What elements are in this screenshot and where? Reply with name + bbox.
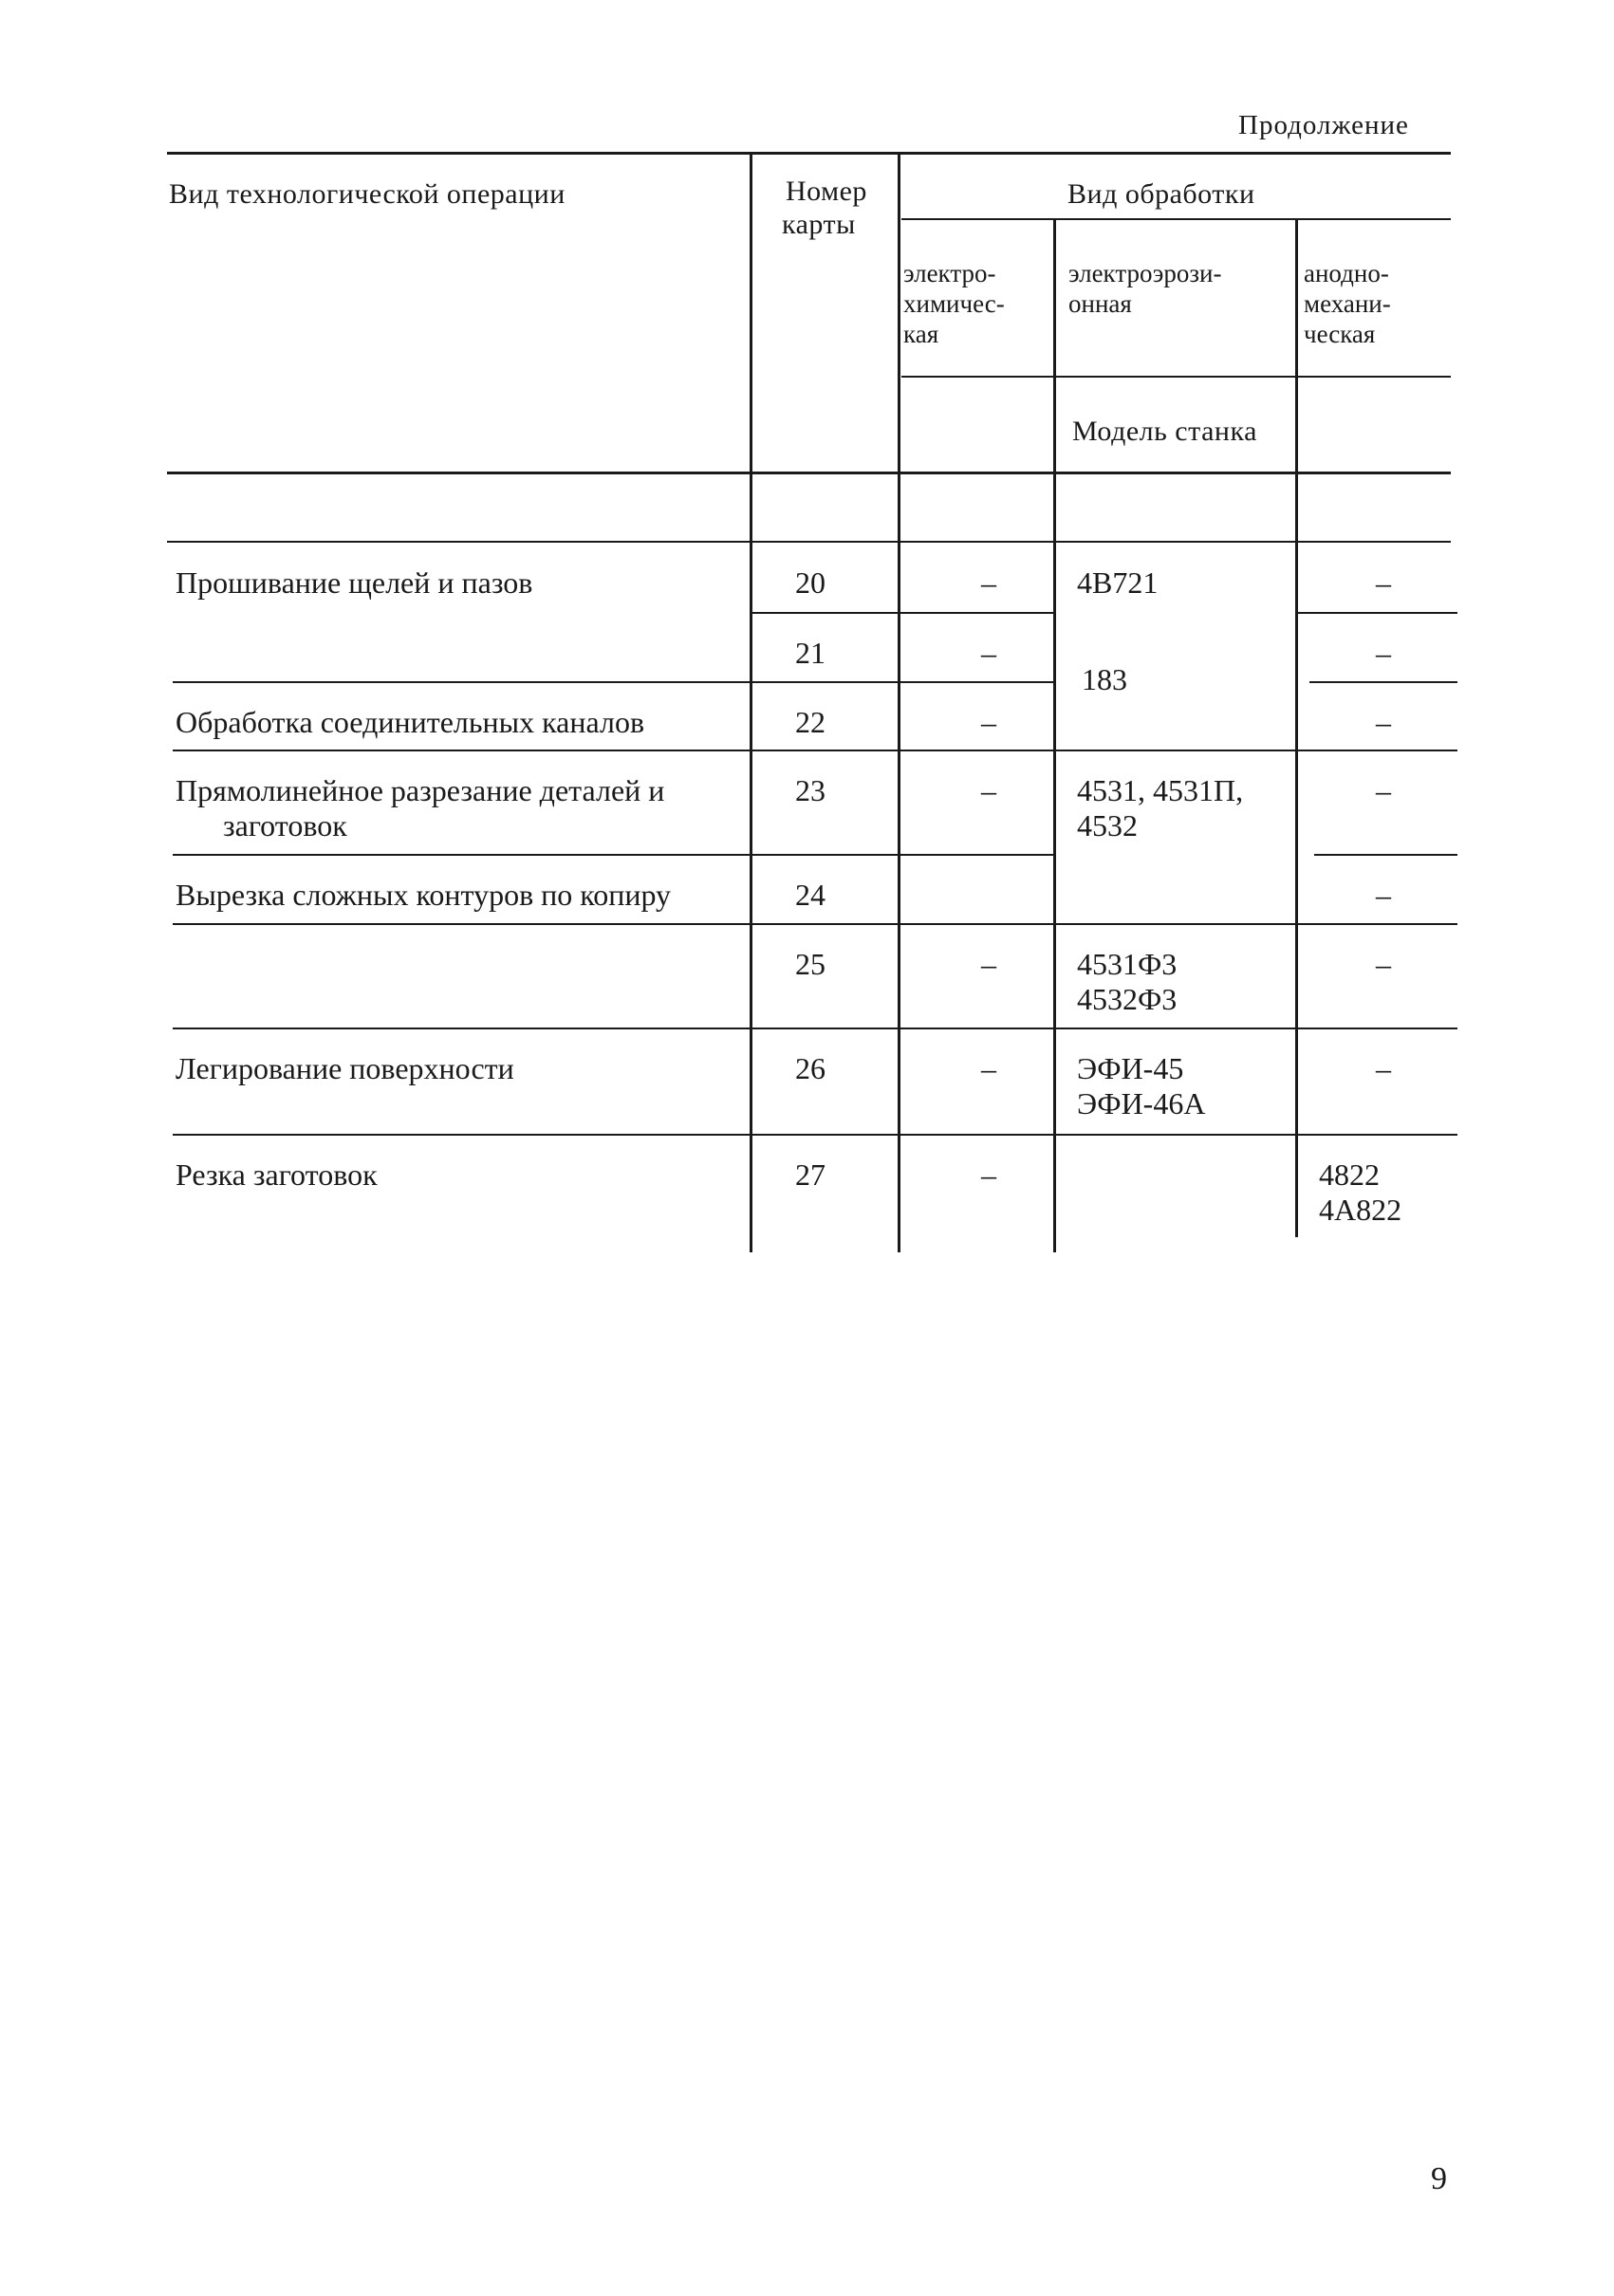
header-bottom-rule xyxy=(167,472,1451,474)
row24-card: 24 xyxy=(795,878,826,912)
header-card-number-1: Номер xyxy=(786,176,867,207)
row-rule-21-anodic xyxy=(1309,681,1457,683)
col-line-electroerosion xyxy=(1053,220,1056,1252)
row26-electrochemical: – xyxy=(981,1051,996,1085)
row27-card: 27 xyxy=(795,1157,826,1192)
row23-operation-1: Прямолинейное разрезание деталей и xyxy=(176,773,665,807)
row-rule-22 xyxy=(173,750,1457,751)
row23-operation-2: заготовок xyxy=(223,808,347,842)
row25-anodic: – xyxy=(1376,947,1391,981)
row27-operation: Резка заготовок xyxy=(176,1157,378,1192)
header-electroerosion: электроэрози-онная xyxy=(1068,259,1222,318)
row26-operation: Легирование поверхности xyxy=(176,1051,514,1085)
model-rule xyxy=(901,376,1451,378)
row-rule-25 xyxy=(173,1028,1457,1029)
row26-anodic: – xyxy=(1376,1051,1391,1085)
row27-anodic-1: 4822 xyxy=(1319,1157,1380,1192)
row24-anodic: – xyxy=(1376,878,1391,912)
page-number: 9 xyxy=(1431,2161,1447,2196)
row-rule-20 xyxy=(751,612,1055,614)
row21-anodic: – xyxy=(1376,636,1391,670)
row22-operation: Обработка соединительных каналов xyxy=(176,705,645,739)
row-rule-24 xyxy=(173,923,1457,925)
col-line-card xyxy=(750,154,752,1252)
row26-card: 26 xyxy=(795,1051,826,1085)
header-electrochemical: электро-химичес-кая xyxy=(903,259,1005,348)
row22-electrochemical: – xyxy=(981,705,996,739)
row-rule-23-anodic xyxy=(1314,854,1457,856)
row23-electroerosion-2: 4532 xyxy=(1077,808,1138,842)
header-machine-model: Модель станка xyxy=(1072,416,1257,447)
row-rule-23 xyxy=(173,854,1055,856)
row22-anodic: – xyxy=(1376,705,1391,739)
continuation-label: Продолжение xyxy=(1238,110,1409,140)
header-anodic-mechanical: анодно-механи-ческая xyxy=(1304,259,1391,348)
header-operation: Вид технологической операции xyxy=(169,178,566,210)
row23-electrochemical: – xyxy=(981,773,996,807)
row21-electroerosion: 183 xyxy=(1082,662,1127,696)
row23-electroerosion-1: 4531, 4531П, xyxy=(1077,773,1244,807)
numbering-row-rule xyxy=(167,541,1451,543)
row20-electroerosion: 4В721 xyxy=(1077,565,1159,600)
row25-card: 25 xyxy=(795,947,826,981)
row26-electroerosion-1: ЭФИ-45 xyxy=(1077,1051,1184,1085)
row26-electroerosion-2: ЭФИ-46А xyxy=(1077,1086,1206,1120)
row25-electrochemical: – xyxy=(981,947,996,981)
row-rule-21 xyxy=(173,681,1055,683)
row27-anodic-2: 4А822 xyxy=(1319,1193,1402,1227)
row25-electroerosion-2: 4532Ф3 xyxy=(1077,982,1178,1016)
header-card-number-2: карты xyxy=(782,209,856,240)
row23-card: 23 xyxy=(795,773,826,807)
col-line-electrochemical xyxy=(898,154,900,1252)
col-line-anodic xyxy=(1295,220,1298,1237)
processing-type-rule xyxy=(901,218,1451,220)
row-rule-26 xyxy=(173,1134,1457,1136)
row20-card: 20 xyxy=(795,565,826,600)
row25-electroerosion-1: 4531Ф3 xyxy=(1077,947,1178,981)
row21-card: 21 xyxy=(795,636,826,670)
table-top-rule xyxy=(167,152,1451,155)
row24-operation: Вырезка сложных контуров по копиру xyxy=(176,878,672,912)
row22-card: 22 xyxy=(795,705,826,739)
row-rule-20-anodic xyxy=(1298,612,1457,614)
row21-electrochemical: – xyxy=(981,636,996,670)
row20-anodic: – xyxy=(1376,565,1391,600)
row27-electrochemical: – xyxy=(981,1157,996,1192)
header-processing-type: Вид обработки xyxy=(1067,178,1255,210)
row20-electrochemical: – xyxy=(981,565,996,600)
row23-anodic: – xyxy=(1376,773,1391,807)
row20-operation: Прошивание щелей и пазов xyxy=(176,565,533,600)
